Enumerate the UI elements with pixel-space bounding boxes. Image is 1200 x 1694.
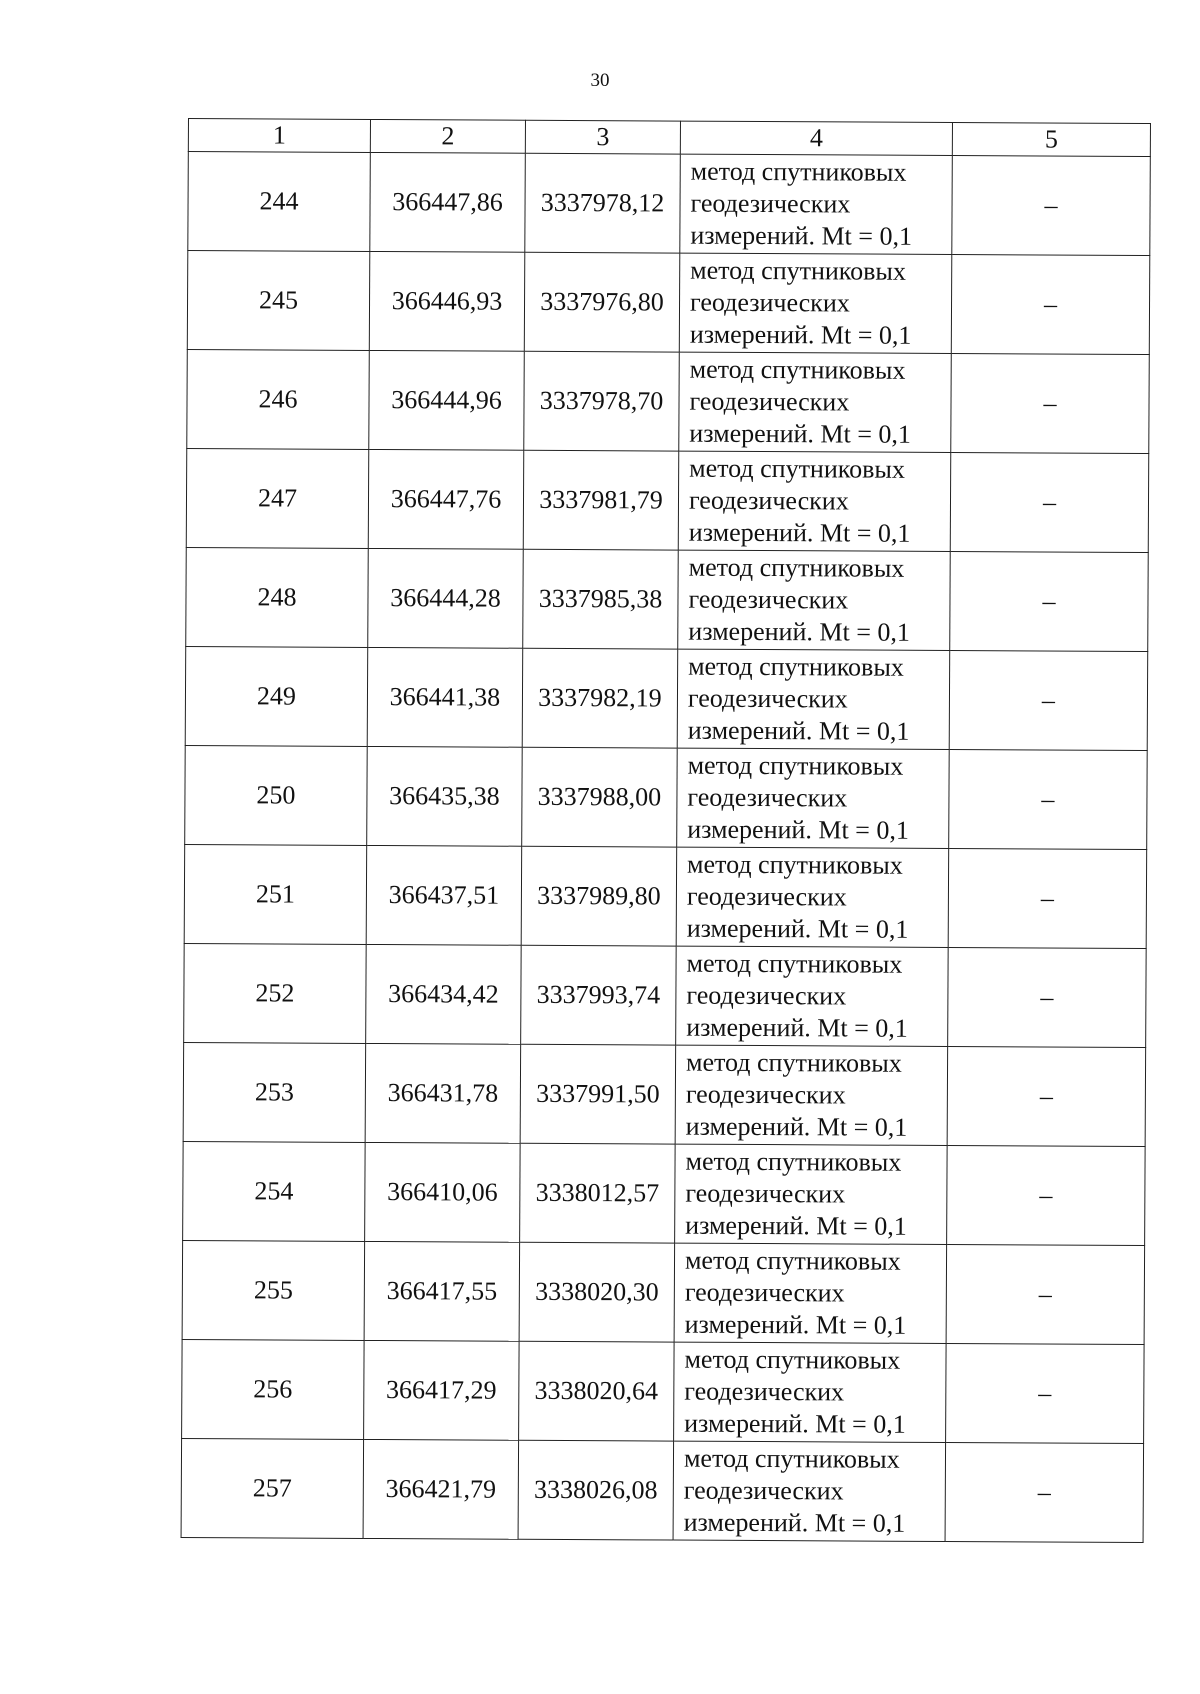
method-description-line: метод спутниковых xyxy=(686,948,903,979)
method-description-line: геодезических xyxy=(686,881,847,912)
y-coordinate-cell: 3337978,70 xyxy=(524,351,680,451)
method-description-line: метод спутниковых xyxy=(690,255,906,286)
table-row xyxy=(187,251,1150,355)
note-cell: – xyxy=(947,1145,1146,1245)
x-coordinate-cell: 366446,93 xyxy=(369,251,525,351)
method-description-cell xyxy=(680,154,953,254)
y-coordinate-cell: 3337981,79 xyxy=(523,450,679,550)
note-cell: – xyxy=(951,255,1150,355)
method-description-line: метод спутниковых xyxy=(689,453,905,484)
method-description-line: геодезических xyxy=(686,980,847,1011)
coordinates-table xyxy=(181,118,1151,1543)
method-description-line: измерений. Mt = 0,1 xyxy=(690,220,913,251)
x-coordinate-cell: 366410,06 xyxy=(365,1142,521,1242)
y-coordinate-cell: 3338020,64 xyxy=(519,1341,675,1441)
point-number-cell: 255 xyxy=(182,1240,365,1340)
y-coordinate-cell: 3337988,00 xyxy=(522,747,678,847)
table-row xyxy=(183,1141,1146,1245)
method-description-line: геодезических xyxy=(684,1277,845,1308)
method-description-cell xyxy=(678,451,951,551)
method-description-line: геодезических xyxy=(685,1079,846,1110)
point-number-cell: 257 xyxy=(181,1438,364,1538)
method-description-line: измерений. Mt = 0,1 xyxy=(687,814,909,845)
method-description-line: метод спутниковых xyxy=(687,849,903,880)
table-row xyxy=(182,1240,1145,1344)
y-coordinate-cell: 3338026,08 xyxy=(518,1440,674,1540)
method-description-line: метод спутниковых xyxy=(688,651,904,682)
method-description-line: геодезических xyxy=(687,782,848,813)
method-description-line: измерений. Mt = 0,1 xyxy=(683,1507,906,1538)
x-coordinate-cell: 366447,86 xyxy=(370,152,526,252)
method-description-line: метод спутниковых xyxy=(685,1047,902,1078)
method-description-line: геодезических xyxy=(687,683,848,714)
method-description-line: измерений. Mt = 0,1 xyxy=(684,1408,906,1439)
point-number-cell: 248 xyxy=(186,547,369,647)
x-coordinate-cell: 366417,29 xyxy=(364,1340,520,1440)
note-cell: – xyxy=(949,749,1148,849)
x-coordinate-cell: 366437,51 xyxy=(366,845,522,945)
method-description-cell xyxy=(679,253,952,353)
point-number-cell: 249 xyxy=(185,646,368,746)
column-header-3: 3 xyxy=(525,120,680,154)
x-coordinate-cell: 366444,28 xyxy=(368,548,524,648)
x-coordinate-cell: 366435,38 xyxy=(367,746,523,846)
method-description-line: измерений. Mt = 0,1 xyxy=(687,715,910,746)
method-description-line: измерений. Mt = 0,1 xyxy=(685,1210,907,1241)
table-row xyxy=(181,1438,1144,1542)
method-description-cell xyxy=(679,352,952,452)
y-coordinate-cell: 3337989,80 xyxy=(521,846,677,946)
method-description-line: метод спутниковых xyxy=(683,1443,900,1474)
method-description-line: метод спутниковых xyxy=(690,156,907,187)
point-number-cell: 252 xyxy=(184,943,367,1043)
method-description-line: метод спутниковых xyxy=(684,1245,901,1276)
method-description-line: геодезических xyxy=(688,485,849,516)
y-coordinate-cell: 3338012,57 xyxy=(520,1143,676,1243)
method-description-cell xyxy=(675,1144,948,1244)
column-header-4: 4 xyxy=(680,121,952,155)
method-description-line: измерений. Mt = 0,1 xyxy=(686,913,909,944)
note-cell: – xyxy=(952,156,1151,256)
note-cell: – xyxy=(948,947,1147,1047)
table-row xyxy=(186,448,1149,552)
table-row xyxy=(186,547,1149,651)
point-number-cell: 244 xyxy=(188,152,371,252)
method-description-line: метод спутниковых xyxy=(684,1344,901,1375)
method-description-line: метод спутниковых xyxy=(685,1146,902,1177)
note-cell: – xyxy=(946,1244,1145,1344)
x-coordinate-cell: 366417,55 xyxy=(364,1241,520,1341)
method-description-line: геодезических xyxy=(685,1178,846,1209)
point-number-cell: 246 xyxy=(187,349,370,449)
method-description-line: метод спутниковых xyxy=(689,354,906,385)
y-coordinate-cell: 3337976,80 xyxy=(524,252,680,352)
point-number-cell: 247 xyxy=(186,448,369,548)
method-description-line: измерений. Mt = 0,1 xyxy=(685,1111,908,1142)
note-cell: – xyxy=(951,353,1150,453)
method-description-cell xyxy=(674,1243,947,1343)
table-row xyxy=(185,646,1148,750)
page-number: 30 xyxy=(590,70,610,91)
method-description-cell xyxy=(675,1045,948,1145)
method-description-line: измерений. Mt = 0,1 xyxy=(688,616,911,647)
method-description-line: геодезических xyxy=(684,1376,845,1407)
method-description-line: измерений. Mt = 0,1 xyxy=(689,418,912,449)
method-description-line: метод спутниковых xyxy=(688,552,905,583)
method-description-cell xyxy=(673,1441,946,1541)
y-coordinate-cell: 3337985,38 xyxy=(523,549,679,649)
x-coordinate-cell: 366444,96 xyxy=(369,350,525,450)
x-coordinate-cell: 366431,78 xyxy=(365,1043,521,1143)
x-coordinate-cell: 366447,76 xyxy=(368,449,524,549)
x-coordinate-cell: 366421,79 xyxy=(363,1439,519,1539)
note-cell: – xyxy=(946,1343,1145,1443)
note-cell: – xyxy=(948,848,1147,948)
y-coordinate-cell: 3338020,30 xyxy=(519,1242,675,1342)
note-cell: – xyxy=(950,452,1149,552)
table-row xyxy=(187,349,1150,453)
method-description-line: геодезических xyxy=(688,584,849,615)
point-number-cell: 254 xyxy=(183,1141,366,1241)
table-row xyxy=(183,1042,1146,1146)
note-cell: – xyxy=(945,1442,1144,1542)
note-cell: – xyxy=(947,1046,1146,1146)
method-description-cell xyxy=(678,550,951,650)
table-row xyxy=(185,745,1148,849)
method-description-cell xyxy=(676,946,949,1046)
y-coordinate-cell: 3337993,74 xyxy=(521,945,677,1045)
point-number-cell: 251 xyxy=(184,844,367,944)
y-coordinate-cell: 3337991,50 xyxy=(520,1044,676,1144)
method-description-cell xyxy=(674,1342,947,1442)
point-number-cell: 245 xyxy=(187,251,370,351)
method-description-line: геодезических xyxy=(689,386,850,417)
method-description-line: геодезических xyxy=(683,1475,844,1506)
column-header-2: 2 xyxy=(370,119,525,153)
table-row xyxy=(188,152,1151,256)
method-description-cell xyxy=(677,748,950,848)
point-number-cell: 250 xyxy=(185,745,368,845)
y-coordinate-cell: 3337982,19 xyxy=(522,648,678,748)
method-description-line: геодезических xyxy=(690,188,851,219)
method-description-line: измерений. Mt = 0,1 xyxy=(689,319,912,350)
point-number-cell: 253 xyxy=(183,1042,366,1142)
method-description-cell xyxy=(676,847,949,947)
method-description-line: измерений. Mt = 0,1 xyxy=(686,1012,908,1043)
point-number-cell: 256 xyxy=(182,1339,365,1439)
method-description-line: измерений. Mt = 0,1 xyxy=(684,1309,907,1340)
table-row xyxy=(182,1339,1145,1443)
y-coordinate-cell: 3337978,12 xyxy=(525,153,681,253)
table-row xyxy=(184,943,1147,1047)
column-header-5: 5 xyxy=(952,123,1150,157)
note-cell: – xyxy=(949,650,1148,750)
x-coordinate-cell: 366434,42 xyxy=(366,944,522,1044)
method-description-line: метод спутниковых xyxy=(687,750,904,781)
table-row xyxy=(184,844,1147,948)
column-header-1: 1 xyxy=(188,119,370,153)
method-description-cell xyxy=(677,649,950,749)
method-description-line: геодезических xyxy=(689,287,850,318)
table-header-row xyxy=(188,119,1150,157)
note-cell: – xyxy=(950,551,1149,651)
table-body xyxy=(181,152,1150,1543)
x-coordinate-cell: 366441,38 xyxy=(367,647,523,747)
method-description-line: измерений. Mt = 0,1 xyxy=(688,517,911,548)
